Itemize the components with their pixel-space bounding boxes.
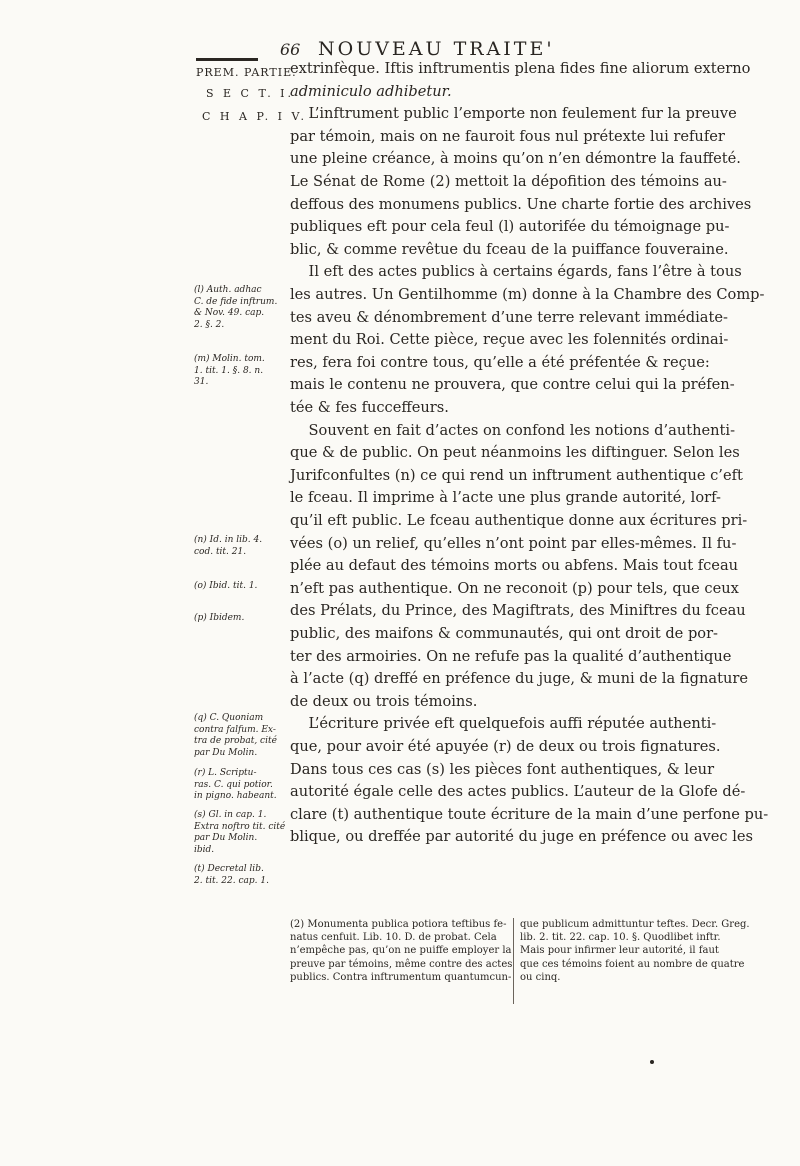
footnote-line: que ces témoins foient au nombre de quatre xyxy=(520,958,745,970)
text-line: mais le contenu ne prouvera, que contre celui qui la préfen- xyxy=(290,376,735,394)
margin-note xyxy=(194,713,277,759)
margin-note-line: in pigno. habeant. xyxy=(194,791,277,802)
margin-note-line: (l) Auth. adhac xyxy=(194,285,262,295)
footnote-line: preuve par témoins, même contre des actes xyxy=(290,958,513,970)
margin-note-line: Extra noftro tit. cité xyxy=(194,821,286,832)
margin-note xyxy=(194,810,285,856)
text-line: Souvent en fait d’actes on confond les notions d’authenti- xyxy=(290,421,736,439)
text-line: publiques eft pour cela feul (l) autorifée du témoignage pu- xyxy=(290,218,730,236)
text-line: ment du Roi. Cette pièce, reçue avec les folennités ordinai- xyxy=(290,331,729,349)
text-line: extrinfèque. Iftis inftrumentis plena fides fine aliorum externo xyxy=(290,60,751,77)
margin-note xyxy=(194,613,244,625)
text-line: les autres. Un Gentilhomme (m) donne à la Chambre des Comp- xyxy=(290,286,765,303)
text-line: res, fera foi contre tous, qu’elle a été préfentée & reçue: xyxy=(290,353,710,371)
margin-note xyxy=(194,354,265,389)
footnote-line: (2) Monumenta publica potiora teftibus fe- xyxy=(290,919,507,930)
margin-note-line: (p) Ibidem. xyxy=(194,613,245,623)
margin-note-line: tra de probat, cité xyxy=(194,736,277,747)
margin-note-line: (m) Molin. tom. xyxy=(194,354,265,364)
margin-note-line: C. de fide inftrum. xyxy=(194,296,278,307)
text-line: deffous des monumens publics. Une charte fortie des archives xyxy=(290,195,752,213)
margin-note-line: par Du Molin. xyxy=(194,833,258,844)
chapter-label: C H A P. I V. xyxy=(202,110,307,123)
text-line: L’écriture privée eft quelquefois auffi réputée authenti- xyxy=(290,715,717,733)
footnote-line: publics. Contra inftrumentum quantumcun- xyxy=(290,971,512,983)
margin-note-line: (o) Ibid. tit. 1. xyxy=(194,581,258,591)
part-label: PREM. PARTIE. xyxy=(196,66,297,79)
margin-note xyxy=(194,864,269,887)
section-label: S E C T. I. xyxy=(206,87,295,100)
page-number: 66 xyxy=(280,40,301,59)
text-line: de deux ou trois témoins. xyxy=(290,692,478,710)
footnote-line: que publicum admittuntur teftes. Decr. Greg. xyxy=(520,919,750,930)
margin-note-line: 31. xyxy=(194,377,209,388)
margin-note-line: (q) C. Quoniam xyxy=(194,713,264,723)
text-line: tes aveu & dénombrement d’une terre relevant immédiate- xyxy=(290,308,728,326)
footnote-line: Mais pour infirmer leur autorité, il faut xyxy=(520,945,719,957)
text-line: que & de public. On peut néanmoins les diftinguer. Selon les xyxy=(290,444,740,462)
text-line: autorité égale celle des actes publics. L’auteur de la Glofe dé- xyxy=(290,783,746,801)
text-line: vées (o) un relief, qu’elles n’ont point par elles-mêmes. Il fu- xyxy=(290,534,737,552)
text-line: L’inftrument public l’emporte non feulement fur la preuve xyxy=(290,105,737,123)
margin-note-line: ibid. xyxy=(194,844,215,855)
margin-note xyxy=(194,535,262,558)
text-line: le fceau. Il imprime à l’acte une plus grande autorité, lorf- xyxy=(290,489,721,507)
text-line: par témoin, mais on ne fauroit fous nul prétexte lui refufer xyxy=(290,127,725,145)
text-line: blique, ou dreffée par autorité du juge en préfence ou avec les xyxy=(290,828,754,846)
footnote-left-column xyxy=(290,918,512,984)
margin-note-line: (s) Gl. in cap. 1. xyxy=(194,810,267,820)
margin-note-line: 2. tit. 22. cap. 1. xyxy=(194,875,269,886)
margin-note xyxy=(194,581,257,593)
margin-note-line: (t) Decretal lib. xyxy=(194,864,264,874)
text-line: que, pour avoir été apuyée (r) de deux ou trois fignatures. xyxy=(290,738,721,755)
section-rule xyxy=(196,58,258,61)
margin-note xyxy=(194,285,277,331)
text-line: n’eft pas authentique. On ne reconoit (p) pour tels, que ceux xyxy=(290,579,739,597)
text-line: Il eft des actes publics à certains égards, fans l’être à tous xyxy=(290,263,742,281)
text-line: clare (t) authentique toute écriture de la main d’une perfone pu- xyxy=(290,805,769,823)
text-line: une pleine créance, à moins qu’on n’en démontre la fauffeté. xyxy=(290,150,741,168)
text-line: Jurifconfultes (n) ce qui rend un inftrument authentique c’eft xyxy=(290,466,743,484)
text-line: blic, & comme revêtue du fceau de la puiffance fouveraine. xyxy=(290,240,729,258)
margin-note-line: (n) Id. in lib. 4. xyxy=(194,535,263,545)
footnote-line: natus cenfuit. Lib. 10. D. de probat. Cela xyxy=(290,932,497,944)
margin-note-line: 2. §. 2. xyxy=(194,319,225,330)
text-line: plée au defaut des témoins morts ou abfens. Mais tout fceau xyxy=(290,557,739,575)
footnote-line: n’empêche pas, qu’on ne puiffe employer la xyxy=(290,945,512,957)
margin-note-line: & Nov. 49. cap. xyxy=(194,308,265,319)
footnote-line: lib. 2. tit. 22. cap. 10. §. Quodlibet inftr. xyxy=(520,932,721,944)
text-line: Le Sénat de Rome (2) mettoit la dépofition des témoins au- xyxy=(290,173,727,190)
margin-note-line: contra falfum. Ex- xyxy=(194,724,276,735)
text-line: adminiculo adhibetur. xyxy=(290,82,452,100)
margin-note-line: ras. C. qui potior. xyxy=(194,779,273,790)
margin-note-line: (r) L. Scriptu- xyxy=(194,768,257,778)
margin-note-line: cod. tit. 21. xyxy=(194,546,247,557)
margin-note-line: par Du Molin. xyxy=(194,747,258,758)
text-line: des Prélats, du Prince, des Magiftrats, des Miniftres du fceau xyxy=(290,602,746,620)
text-line: tée & fes fucceffeurs. xyxy=(290,399,449,416)
footnote-divider xyxy=(513,918,514,1004)
text-line: public, des maifons & communautés, qui ont droit de por- xyxy=(290,625,718,642)
running-title: NOUVEAU TRAITE' xyxy=(318,38,555,60)
text-line: Dans tous ces cas (s) les pièces font authentiques, & leur xyxy=(290,760,715,778)
footnote-line: ou cinq. xyxy=(520,971,561,983)
text-line: qu’il eft public. Le fceau authentique donne aux écritures pri- xyxy=(290,512,748,529)
ink-spot xyxy=(650,1060,654,1064)
text-line: à l’acte (q) dreffé en préfence du juge, & muni de la fignature xyxy=(290,670,748,688)
footnote-right-column xyxy=(520,918,750,984)
margin-note-line: 1. tit. 1. §. 8. n. xyxy=(194,365,264,376)
text-line: ter des armoiries. On ne refufe pas la qualité d’authentique xyxy=(290,647,732,665)
margin-note xyxy=(194,768,277,803)
